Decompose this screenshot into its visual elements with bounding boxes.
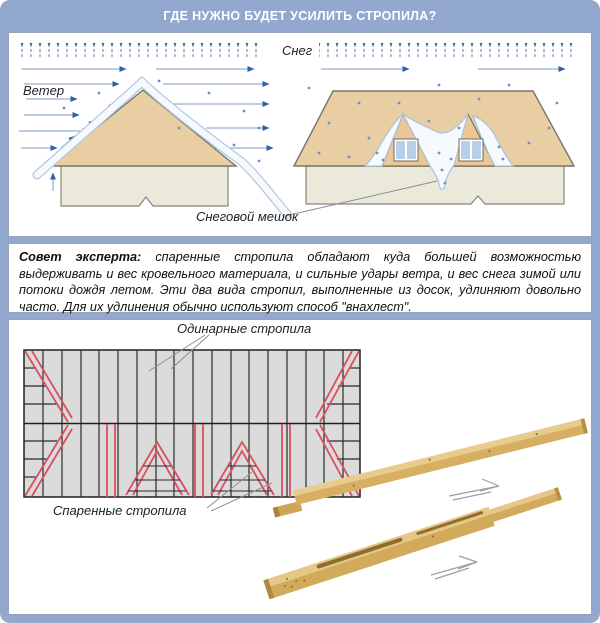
single-rafters-label: Одинарные стропила: [177, 321, 312, 336]
right-house: [294, 91, 574, 204]
expert-note-text: [9, 244, 591, 315]
expert-note-body: спаренные стропила обладают куда большей возможностью выдерживать и вес кровельного материала, и сильные удары ветра, и вес снега зимой или потоки дождя летом. Эти два вида стропил, выполненные из досок, удлиняют довольно часто. Для их удлинения обычно используют способ "внахлест".: [19, 250, 582, 314]
page-title: ГДЕ НУЖНО БУДЕТ УСИЛИТЬ СТРОПИЛА?: [163, 9, 437, 23]
left-house-wall: [61, 166, 228, 206]
expert-note-panel: [8, 243, 592, 313]
wind-snow-houses-diagram: [9, 33, 591, 236]
falling-snow-left: [16, 43, 259, 59]
falling-snow-right: [319, 43, 575, 59]
roof-plan: [24, 350, 360, 497]
snow-bag-label: Снеговой мешок: [196, 209, 299, 224]
paired-rafters-label: Спаренные стропила: [53, 503, 187, 518]
expert-note-lead: Совет эксперта:: [19, 250, 142, 264]
rafter-plan-diagram: [9, 320, 591, 614]
snow-label: Снег: [282, 43, 313, 58]
wind-label: Ветер: [23, 83, 65, 98]
rafter-plan-panel: [8, 319, 592, 615]
houses-diagram-panel: [8, 32, 592, 237]
